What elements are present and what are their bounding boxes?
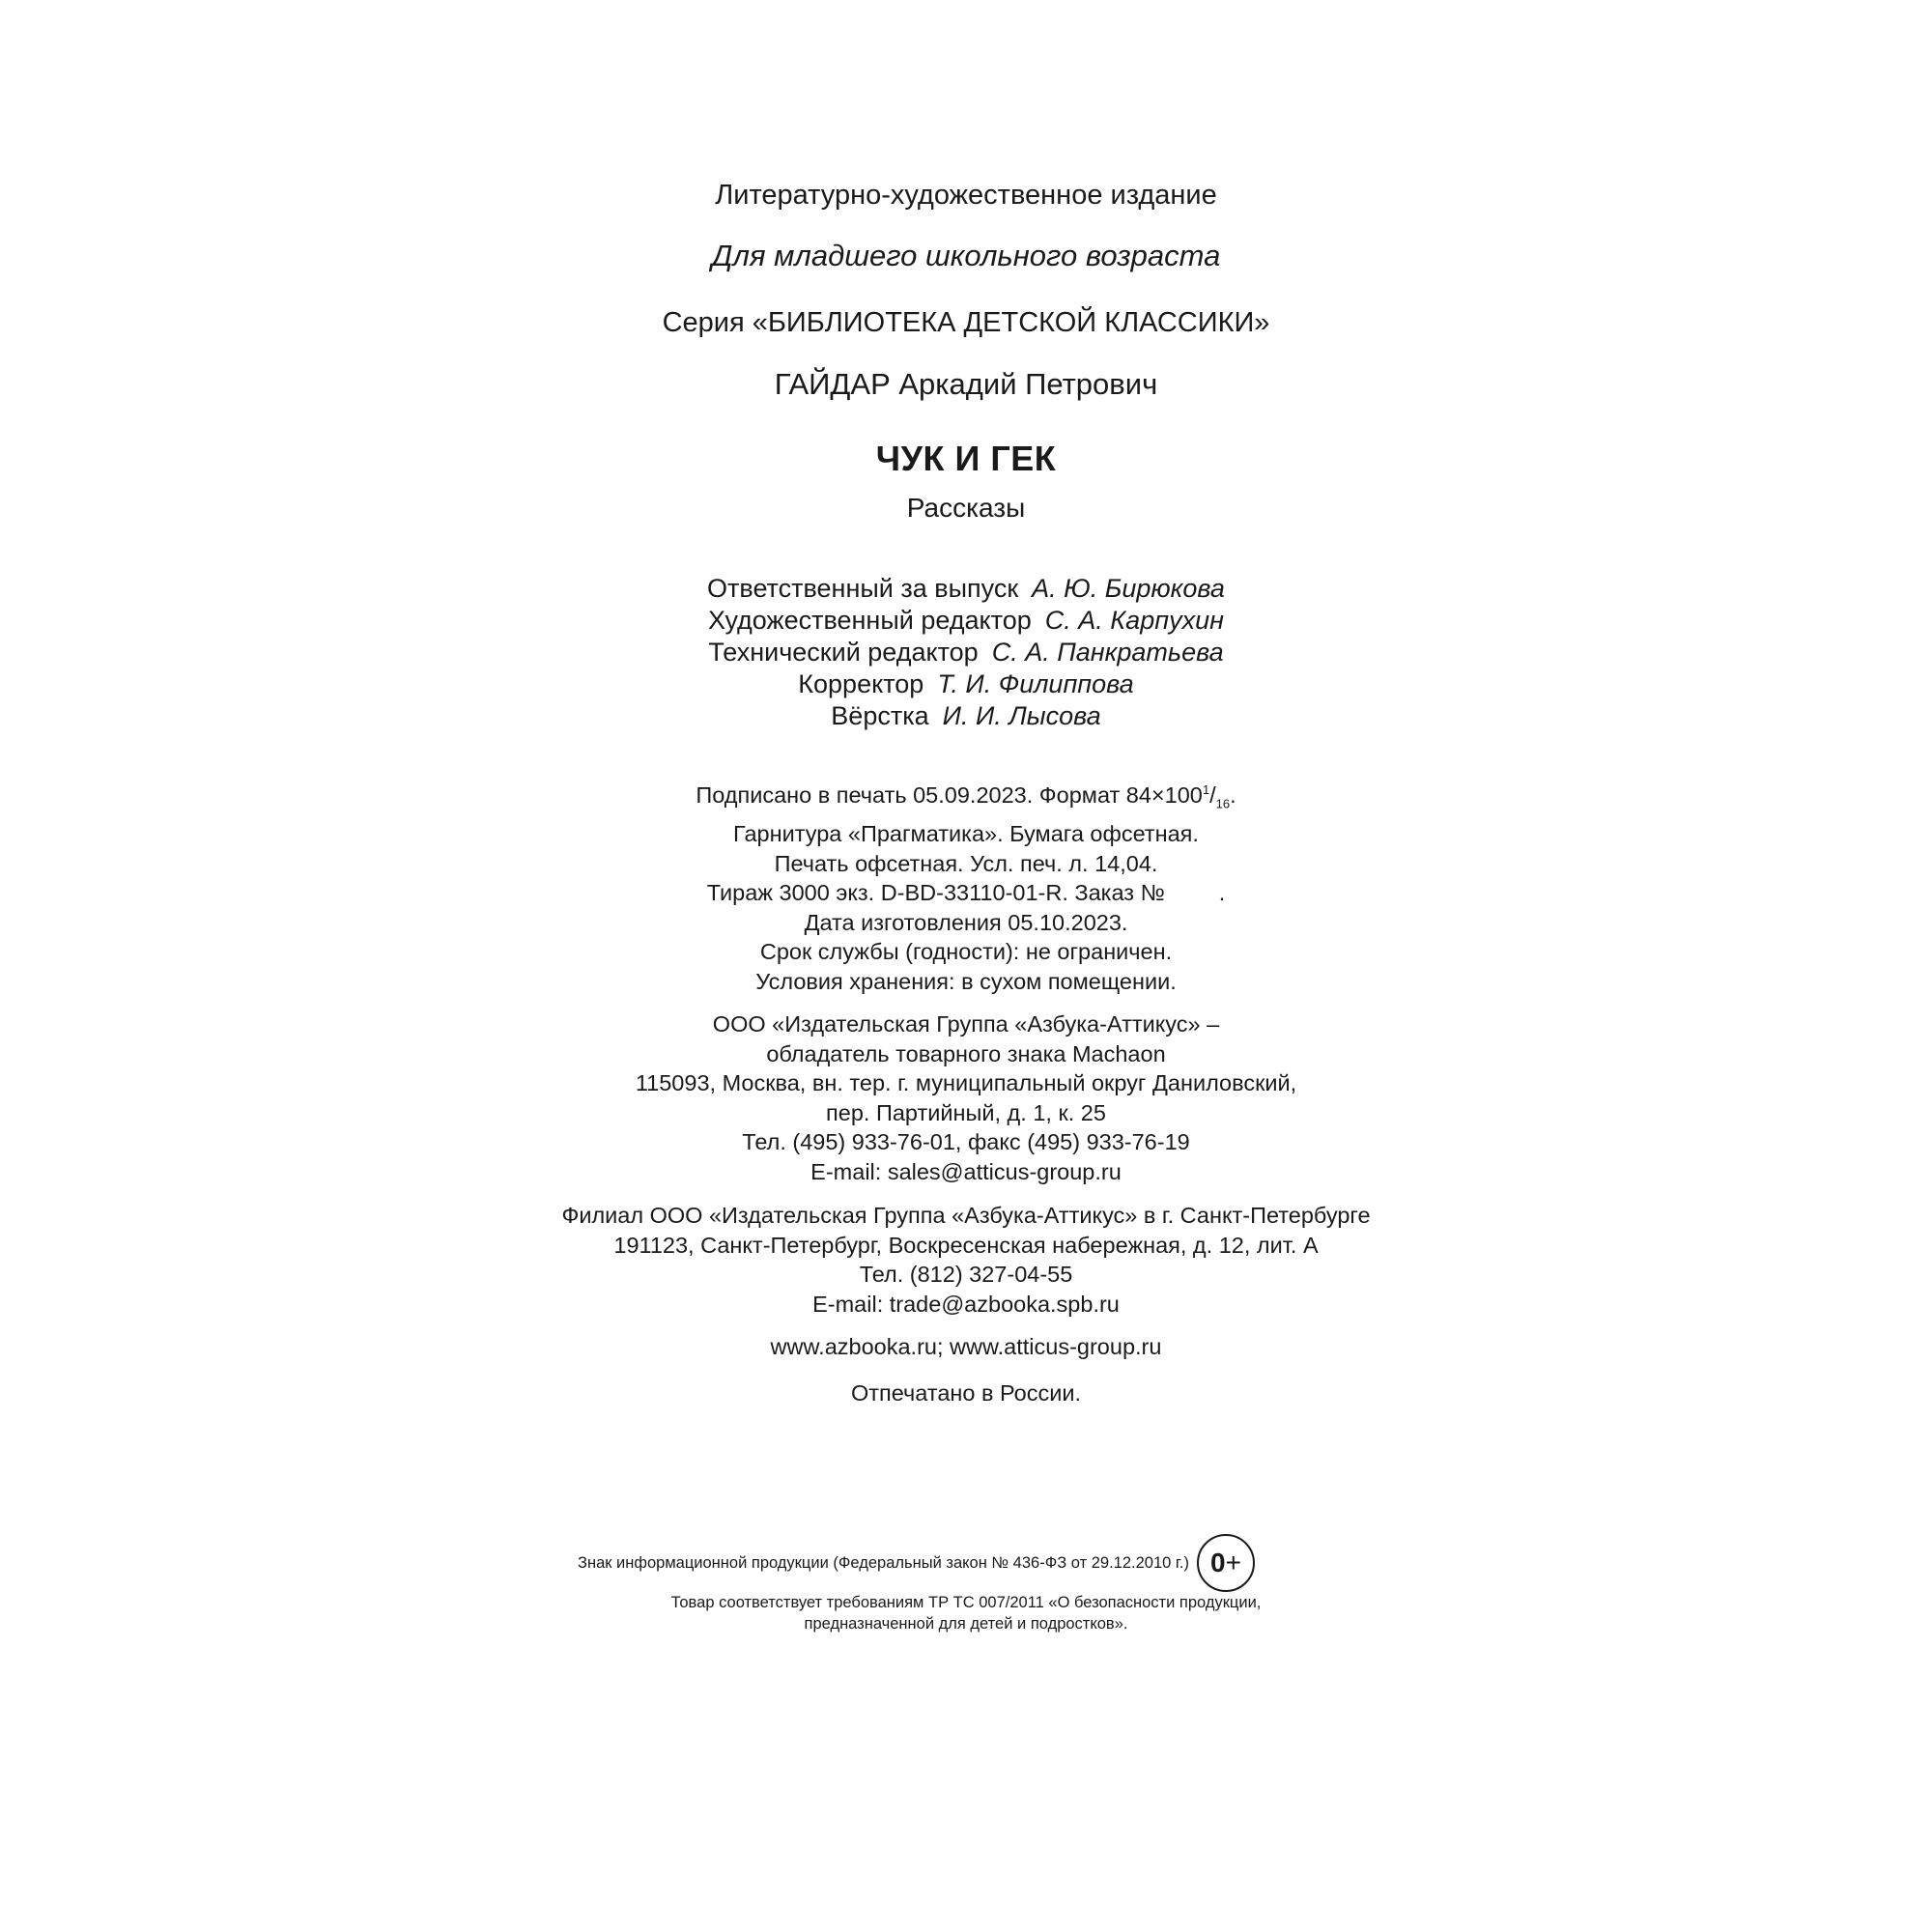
staff-person: Т. И. Филиппова <box>937 669 1134 698</box>
compliance-line: Товар соответствует требованиям ТР ТС 007/2011 «О безопасности продукции, <box>670 1594 1262 1611</box>
age-group: Для младшего школьного возраста <box>711 239 1221 272</box>
publisher-line: 115093, Москва, вн. тер. г. муниципальный округ Даниловский, <box>635 1070 1297 1095</box>
series-name: Серия «БИБЛИОТЕКА ДЕТСКОЙ КЛАССИКИ» <box>662 307 1270 338</box>
staff-role: Ответственный за выпуск <box>707 574 1019 603</box>
info-product-sign <box>578 1534 1255 1592</box>
compliance-line: предназначенной для детей и подростков». <box>804 1615 1128 1633</box>
book-subtitle: Рассказы <box>906 493 1026 523</box>
staff-role: Корректор <box>798 669 924 698</box>
staff-row <box>0 573 1932 605</box>
branch-line: Тел. (812) 327-04-55 <box>859 1262 1073 1287</box>
format-denominator: 16 <box>1215 796 1231 811</box>
publisher-line: пер. Партийный, д. 1, к. 25 <box>826 1099 1106 1125</box>
staff-row <box>0 637 1932 668</box>
printed-in: Отпечатано в России. <box>850 1380 1081 1406</box>
branch-info <box>0 1201 1932 1319</box>
print-run: Тираж 3000 экз. D-BD-33110-01-R. Заказ № . <box>706 880 1226 906</box>
publisher-email: E-mail: sales@atticus-group.ru <box>810 1158 1122 1184</box>
staff-person: А. Ю. Бирюкова <box>1032 574 1225 603</box>
shelf-life: Срок службы (годности): не ограничен. <box>759 939 1173 965</box>
staff-row <box>0 700 1932 732</box>
staff-row <box>0 605 1932 637</box>
format-numerator: 1 <box>1202 782 1210 797</box>
branch-line: Филиал ООО «Издательская Группа «Азбука-Аттикус» в г. Санкт-Петербурге <box>561 1203 1371 1228</box>
staff-person: С. А. Панкратьева <box>991 638 1224 667</box>
staff-role: Художественный редактор <box>708 606 1032 635</box>
websites: www.azbooka.ru; www.atticus-group.ru <box>770 1334 1162 1359</box>
branch-email: E-mail: trade@azbooka.spb.ru <box>812 1291 1120 1317</box>
print-info <box>0 776 1932 996</box>
info-sign-text: Знак информационной продукции (Федеральный закон № 436-ФЗ от 29.12.2010 г.) <box>578 1553 1190 1572</box>
staff-person: С. А. Карпухин <box>1044 606 1224 635</box>
print-signed: Подписано в печать 05.09.2023. Формат $84\times 100^1/_{16}$. <box>696 781 1236 811</box>
staff-person: И. И. Лысова <box>942 701 1101 730</box>
compliance-note <box>0 1592 1932 1634</box>
book-title: ЧУК И ГЕК <box>875 439 1057 478</box>
publisher-info <box>0 1009 1932 1186</box>
publisher-line: Тел. (495) 933-76-01, факс (495) 933-76-19 <box>742 1129 1190 1154</box>
staff-row <box>0 668 1932 700</box>
manufacture-date: Дата изготовления 05.10.2023. <box>804 909 1128 935</box>
staff-role: Вёрстка <box>831 701 929 730</box>
age-rating-number: 0 <box>1210 1548 1226 1577</box>
publisher-line: ООО «Издательская Группа «Азбука-Аттикус» – <box>712 1011 1220 1037</box>
print-typeface: Гарнитура «Прагматика». Бумага офсетная. <box>733 821 1199 847</box>
print-method: Печать офсетная. Усл. печ. л. 14,04. <box>774 850 1158 876</box>
branch-line: 191123, Санкт-Петербург, Воскресенская набережная, д. 12, лит. А <box>613 1232 1319 1258</box>
age-rating-plus: + <box>1225 1548 1241 1577</box>
staff-credits <box>0 573 1932 732</box>
age-rating-badge <box>1197 1534 1255 1592</box>
author-name: ГАЙДАР Аркадий Петрович <box>774 367 1158 401</box>
edition-type: Литературно-художественное издание <box>715 180 1217 211</box>
staff-role: Технический редактор <box>708 638 979 667</box>
storage-conditions: Условия хранения: в сухом помещении. <box>755 968 1177 994</box>
publisher-line: обладатель товарного знака Machaon <box>766 1040 1166 1066</box>
